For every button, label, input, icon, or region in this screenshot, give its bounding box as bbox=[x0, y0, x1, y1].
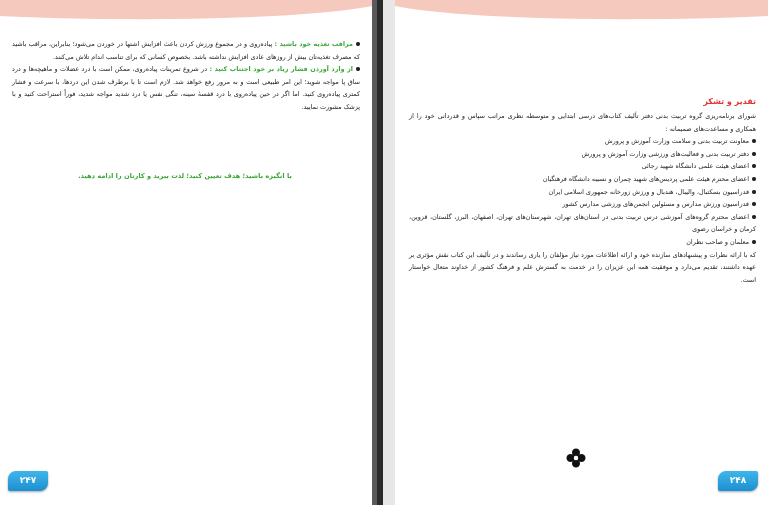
motto-text: با انگیزه باشید؛ هدف تعیین کنید؛ لذت ببرید و کارتان را ادامه دهید. bbox=[78, 172, 292, 180]
right-page bbox=[395, 0, 768, 505]
bullet-text-1: پیاده‌روی و در مجموع ورزش کردن باعث افزایش اشتها در خوردن می‌شود؛ بنابراین، مراقب باشید که مصرف تغذیه‌تان بیش از روزهای عادی افزایش نداشته باشد. بخصوص کسانی که برای تناسب اندام تلاش می‌کنند. bbox=[12, 40, 360, 61]
bullet-heading-2: از وارد آوردن فشار زیاد بر خود اجتناب کنید : bbox=[209, 65, 353, 74]
list-item bbox=[409, 186, 756, 199]
list-item-text: اعضای هیئت علمی دانشگاه شهید رجائی bbox=[641, 162, 749, 171]
intro-paragraph: شورای برنامه‌ریزی گروه تربیت بدنی دفتر تألیف کتاب‌های درسی ابتدایی و متوسطه نظری مراتب سپاس و قدردانی خود را از همکاری و مساعدت‌های صمیمانه : bbox=[409, 112, 756, 133]
bullet-dot-icon bbox=[752, 139, 756, 143]
bullet-dot-icon bbox=[356, 42, 360, 46]
bullet-text-2: در شروع تمرینات پیاده‌روی، ممکن است با درد عضلات و ماهیچه‌ها و درد ساق پا مواجه شوید؛ این امر طبیعی است و به مرور رفع خواهد شد. لازم است تا با برطرف شدن این دردها، با سرعت و فشار کمتری پیاده‌روی کنید. اما اگر در حین پیاده‌روی با درد قفسهٔ سینه، تنگی نفس یا درد شدید مواجه شدید، فوراً استراحت کنید و با پزشک مشورت نمایید. bbox=[12, 65, 360, 111]
acknowledgement-list bbox=[409, 135, 756, 248]
list-item bbox=[409, 135, 756, 148]
list-item bbox=[409, 211, 756, 236]
bullet-dot-icon bbox=[752, 177, 756, 181]
list-item-text: معلمان و صاحب نظران bbox=[686, 237, 749, 246]
bullet-dot-icon bbox=[752, 152, 756, 156]
list-item bbox=[409, 198, 756, 211]
list-item-text: اعضای محترم هیئت علمی پردیس‌های شهید چمران و نسیبه دانشگاه فرهنگیان bbox=[542, 174, 749, 183]
bullet-dot-icon bbox=[752, 202, 756, 206]
list-item-text: فدراسیون ورزش مدارس و مسئولین انجمن‌های ورزشی مدارس کشور bbox=[562, 200, 749, 209]
list-item bbox=[409, 173, 756, 186]
list-item-text: دفتر تربیت بدنی و فعالیت‌های ورزشی وزارت آموزش و پرورش bbox=[581, 149, 749, 158]
bullet-paragraph-1 bbox=[12, 38, 360, 63]
flower-ornament-icon bbox=[566, 448, 586, 468]
bullet-dot-icon bbox=[356, 67, 360, 71]
left-content bbox=[12, 38, 360, 114]
list-item-text: فدراسیون بسکتبال، والیبال، هندبال و ورزش زورخانه جمهوری اسلامی ایران bbox=[548, 187, 749, 196]
list-item-text: اعضای محترم گروه‌های آموزشی درس تربیت بدنی در استان‌های تهران، شهرستان‌های تهران، اصفهان، البرز، گلستان، قزوین، کرمان و خراسان رضوی bbox=[409, 212, 756, 234]
top-wave-decoration bbox=[395, 0, 768, 22]
bullet-dot-icon bbox=[752, 215, 756, 219]
closing-paragraph: که با ارائه نظرات و پیشنهادهای سازنده خود و ارائه اطلاعات مورد نیاز مؤلفان را یاری رساندند و در تألیف این کتاب نقش مؤثری بر عهده داشتند، تقدیم می‌دارد و موفقیت همه این عزیزان را در خدمت به گسترش علم و فرهنگ کشور از خداوند متعال خواستار است. bbox=[409, 250, 756, 284]
list-item bbox=[409, 160, 756, 173]
bullet-heading-1: مراقب تغذیه خود باشید : bbox=[274, 40, 353, 48]
list-item bbox=[409, 236, 756, 249]
page-number-badge: ۲۴۷ bbox=[8, 471, 48, 491]
list-item bbox=[409, 148, 756, 161]
left-page bbox=[0, 0, 372, 505]
list-item-text: معاونت تربیت بدنی و سلامت وزارت آموزش و پرورش bbox=[604, 137, 749, 146]
book-gutter bbox=[372, 0, 395, 505]
top-wave-decoration bbox=[0, 0, 372, 22]
right-content bbox=[409, 110, 756, 286]
bullet-dot-icon bbox=[752, 240, 756, 244]
section-title: تقدیر و تشکر bbox=[703, 97, 756, 106]
page-number-badge: ۲۴۸ bbox=[718, 471, 758, 491]
bullet-paragraph-2 bbox=[12, 63, 360, 113]
bullet-dot-icon bbox=[752, 164, 756, 168]
bullet-dot-icon bbox=[752, 190, 756, 194]
